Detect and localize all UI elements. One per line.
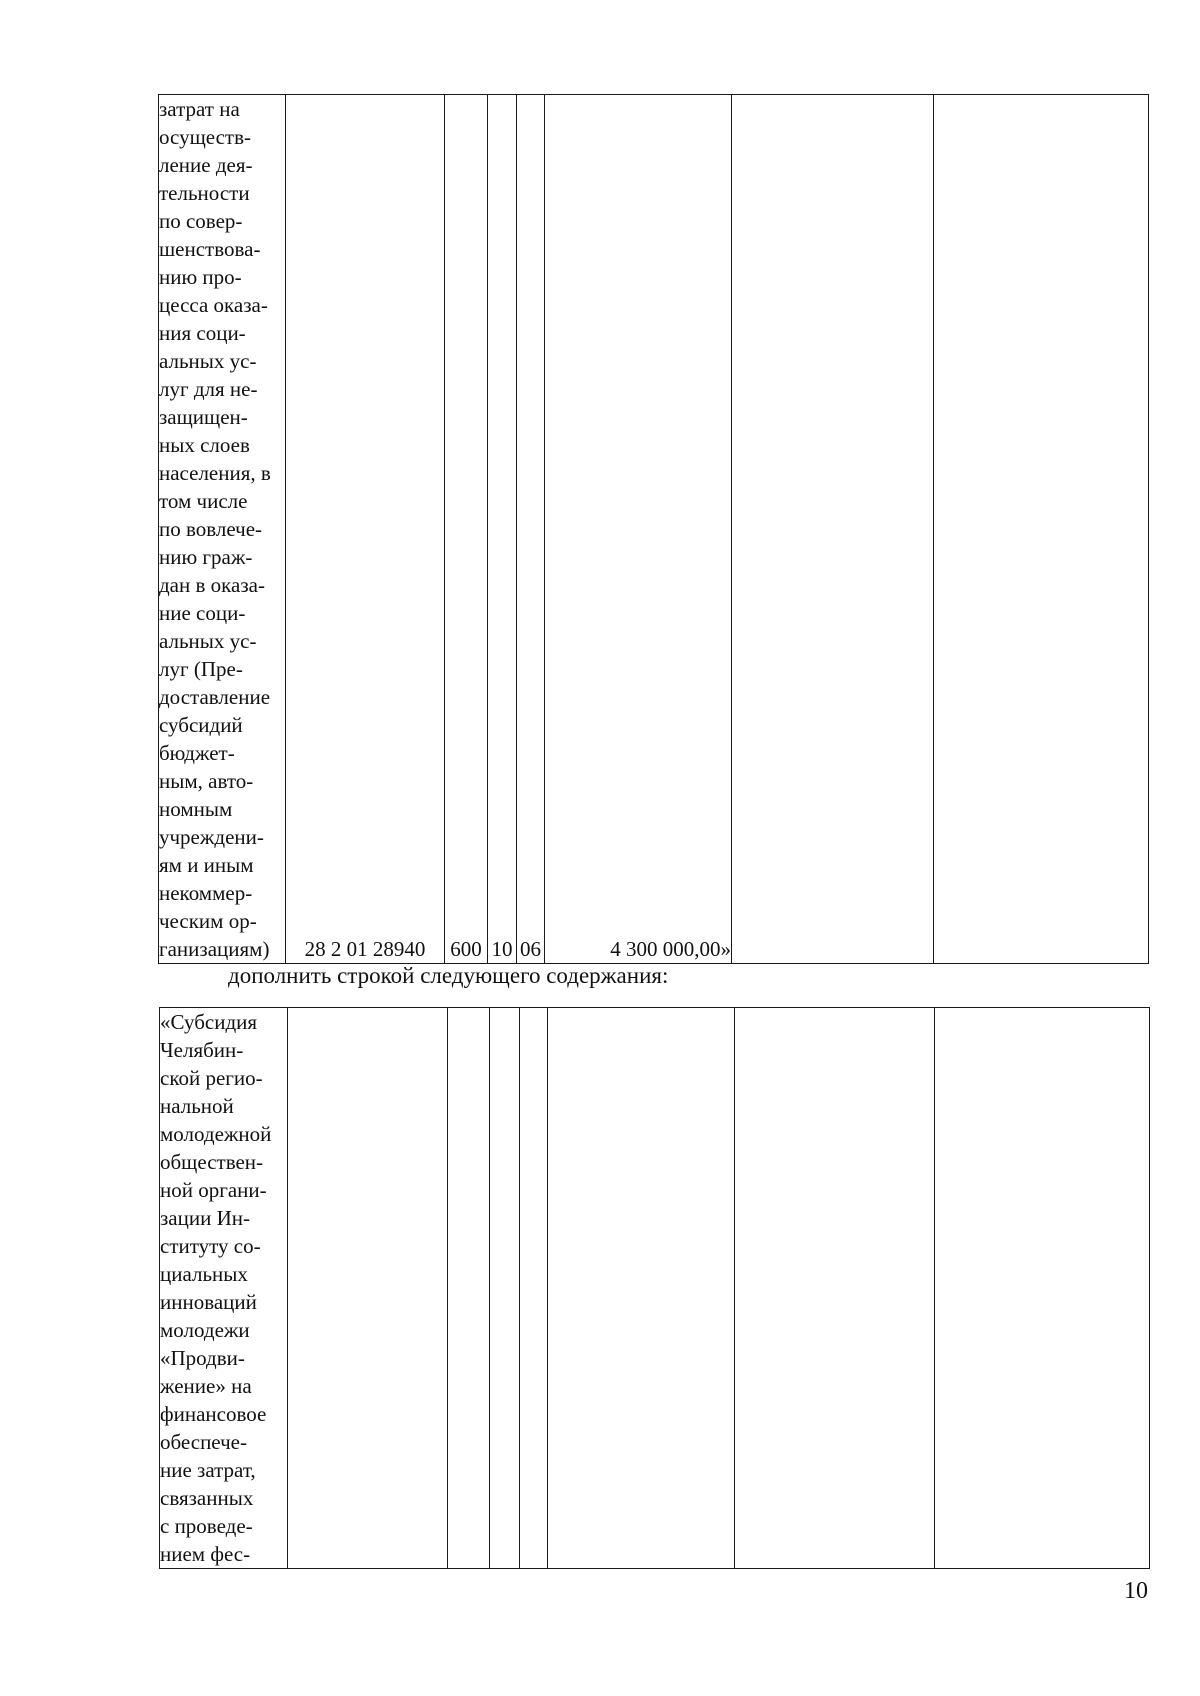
- row-name-cell: [160, 1008, 288, 1569]
- name-text-line: финансовое: [160, 1402, 267, 1426]
- name-text-line: ление дея-: [159, 153, 253, 177]
- instruction-text: дополнить строкой следующего содержания:: [228, 963, 669, 988]
- name-text-line: молодежи: [160, 1318, 250, 1342]
- name-text-line: по вовлече-: [159, 517, 263, 541]
- name-text-line: нию про-: [159, 265, 242, 289]
- name-text-line: нию граж-: [159, 545, 253, 569]
- name-text-line: ние затрат,: [160, 1458, 256, 1482]
- amount-cell: 4 300 000,00»: [545, 95, 732, 964]
- name-text-line: обеспече-: [160, 1430, 247, 1454]
- table-row: [159, 95, 1149, 964]
- name-text-line: осуществ-: [159, 125, 251, 149]
- name-text-line: нием фес-: [160, 1542, 251, 1566]
- name-text-line: с проведе-: [160, 1514, 253, 1538]
- name-text-line: ституту со-: [160, 1234, 261, 1258]
- name-text-line: некоммер-: [159, 881, 253, 905]
- name-text-line: ганизациям): [159, 937, 270, 961]
- name-text-line: дан в оказа-: [159, 573, 265, 597]
- empty-cell: [732, 95, 934, 964]
- row-name-text: [159, 95, 285, 963]
- name-text-line: «Субсидия: [160, 1010, 258, 1034]
- name-text-line: защищен-: [159, 405, 248, 429]
- name-text-line: связанных: [160, 1486, 254, 1510]
- row-name-cell: [159, 95, 286, 964]
- name-text-line: нальной: [160, 1094, 234, 1118]
- expense-type-cell: [448, 1008, 490, 1569]
- name-text-line: ческим ор-: [159, 909, 257, 933]
- name-text-line: циальных: [160, 1262, 248, 1286]
- name-text-line: шенствова-: [159, 237, 261, 261]
- page-number: 10: [1124, 1578, 1148, 1604]
- name-text-line: учреждени-: [159, 825, 264, 849]
- name-text-line: альных ус-: [159, 349, 257, 373]
- name-text-line: жение» на: [160, 1374, 252, 1398]
- name-text-line: том числе: [159, 489, 248, 513]
- name-text-line: номным: [159, 797, 233, 821]
- target-article-cell: [288, 1008, 448, 1569]
- name-text-line: ния соци-: [159, 321, 246, 345]
- name-text-line: ской регио-: [160, 1066, 263, 1090]
- name-text-line: субсидий: [159, 713, 243, 737]
- name-text-line: Челябин-: [160, 1038, 244, 1062]
- empty-cell: [735, 1008, 935, 1569]
- name-text-line: луг для не-: [159, 377, 258, 401]
- name-text-line: доставление: [159, 685, 271, 709]
- name-text-line: населения, в: [159, 461, 271, 485]
- name-text-line: зации Ин-: [160, 1206, 250, 1230]
- budget-table-new-row: [159, 1007, 1150, 1569]
- name-text-line: тельности: [159, 181, 250, 205]
- name-text-line: цесса оказа-: [159, 293, 268, 317]
- name-text-line: молодежной: [160, 1122, 272, 1146]
- name-text-line: ние соци-: [159, 601, 246, 625]
- expense-type-cell: 600: [445, 95, 488, 964]
- name-text-line: бюджет-: [159, 741, 235, 765]
- name-text-line: луг (Пре-: [159, 657, 243, 681]
- name-text-line: альных ус-: [159, 629, 257, 653]
- subsection-cell: 06: [517, 95, 545, 964]
- target-article-cell: 28 2 01 28940: [286, 95, 445, 964]
- empty-cell: [934, 95, 1149, 964]
- name-text-line: ных слоев: [159, 433, 250, 457]
- row-name-text: [160, 1008, 287, 1568]
- name-text-line: ной органи-: [160, 1178, 267, 1202]
- name-text-line: затрат на: [159, 97, 240, 121]
- table-row: [160, 1008, 1150, 1569]
- name-text-line: «Продви-: [160, 1346, 245, 1370]
- section-cell: [490, 1008, 520, 1569]
- name-text-line: ям и иным: [159, 853, 254, 877]
- amount-cell: [548, 1008, 735, 1569]
- name-text-line: обществен-: [160, 1150, 264, 1174]
- name-text-line: по совер-: [159, 209, 243, 233]
- name-text-line: ным, авто-: [159, 769, 254, 793]
- empty-cell: [935, 1008, 1150, 1569]
- budget-table-continuation: [158, 94, 1149, 964]
- name-text-line: инноваций: [160, 1290, 257, 1314]
- subsection-cell: [520, 1008, 548, 1569]
- section-cell: 10: [488, 95, 517, 964]
